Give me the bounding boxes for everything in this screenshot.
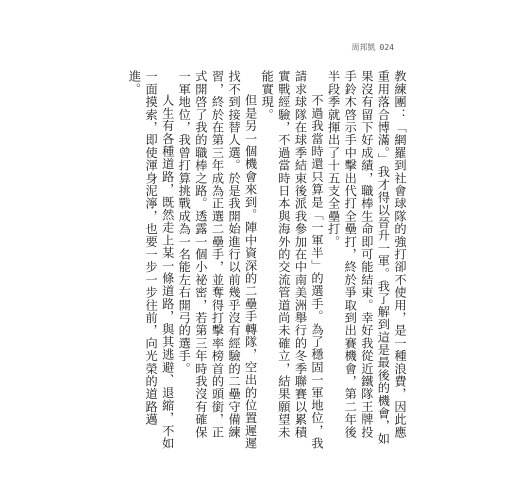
paragraph: 不過我當時還只算是「一軍半」的選手。為了穩固一軍地位，我請求球隊在球季結束後派我參加在中南美洲舉行的冬季聯賽以累積實戰經驗，不過當時日本與海外的交流管道尚未確立，結果願望未能實現。: [260, 70, 325, 450]
page-header: [352, 42, 394, 53]
body-text: [126, 70, 408, 450]
section-title: 周邦凱: [351, 43, 376, 52]
paragraph: 教練團：「網羅到社會球隊的強打卻不使用，是一種浪費，因此應重用落合博滿。」我才得以晉升一軍。我了解到這是最後的機會，如果沒有留下好成績，職棒生命即可能結束。幸好我從近鐵隊王牌投手鈴木啓示手中擊出代打全壘打，終於爭取到出賽機會，第二年後半段季就揮出了十五支全壘打。: [326, 70, 407, 445]
page-number: 024: [379, 43, 394, 52]
paragraph: 但是另一個機會來到。陣中資深的二壘手轉隊，空出的位置遲遲找不到接替人選。於是我開始進行以前幾乎沒有經驗的二壘守備練習，終於在第三年成為正選二壘手，並奪得打擊率榜首的頭銜，正式開啓了我的職棒之路。透露一個小祕密，若第三年時我沒有確保一軍地位，我曾打算挑戰成為一名能左右開弓的選手。: [177, 70, 258, 450]
paragraph: 人生有各種道路，既然走上某一條道路，與其逃避、退縮，不如一面摸索，即使渾身泥濘，也要一步一步往前，向光榮的道路邁進。: [127, 70, 175, 450]
